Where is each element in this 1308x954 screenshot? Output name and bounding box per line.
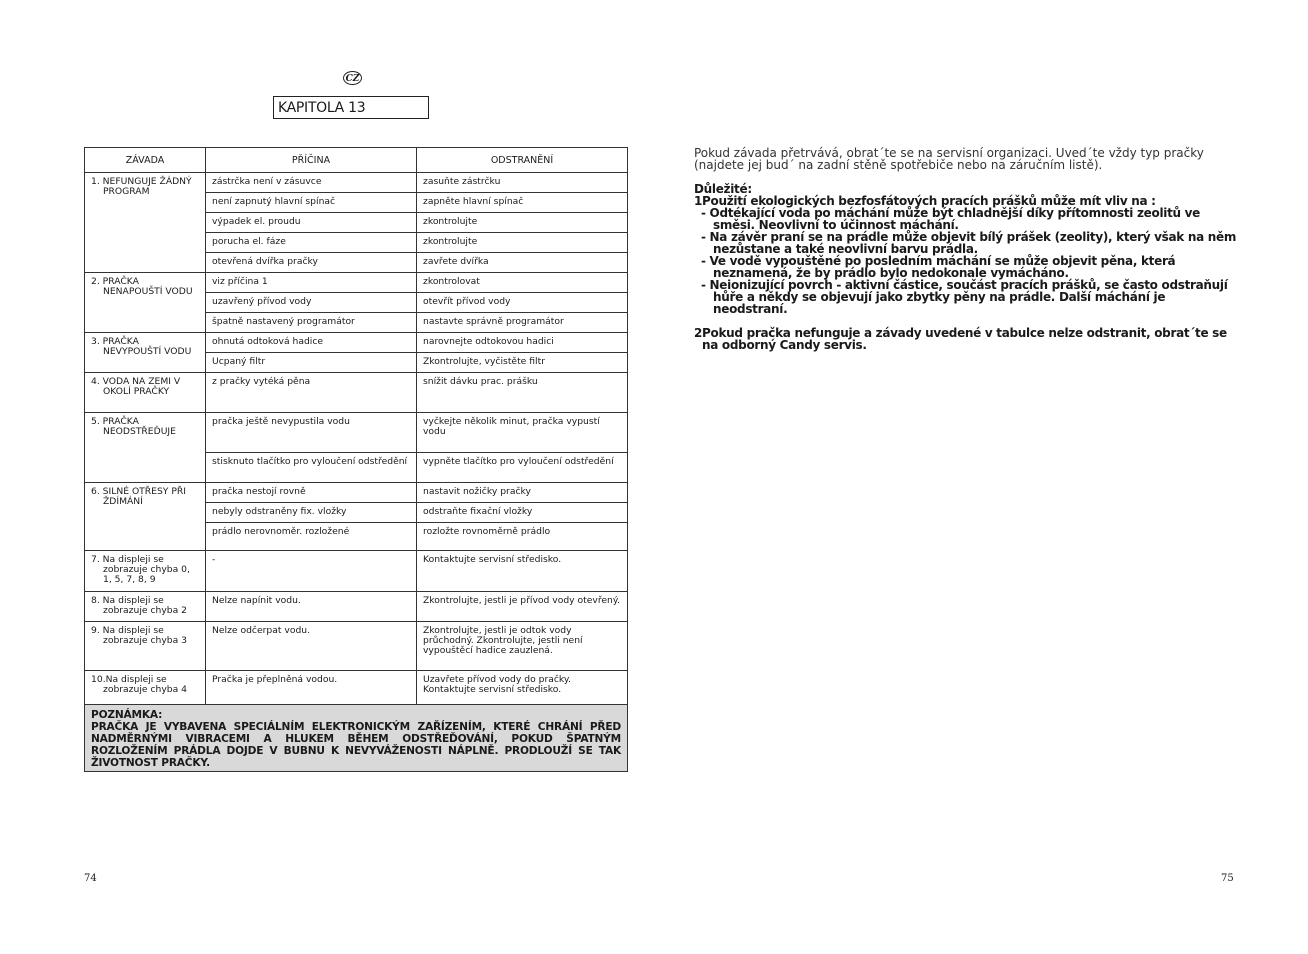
important-title: Důležité: xyxy=(694,182,752,196)
country-logo-cz: CZ xyxy=(343,71,362,85)
fix-cell: vypněte tlačítko pro vyloučení odstředění xyxy=(417,453,628,483)
cause-cell: prádlo nerovnoměr. rozložené xyxy=(206,523,417,551)
fault-cell xyxy=(85,333,206,373)
fix-cell: zkontrolujte xyxy=(417,213,628,233)
item1-point: - Ve vodě vypouštěné po posledním máchání se může objevit pěna, která neznamená, že by prádlo bylo nedokonale vymácháno. xyxy=(701,254,1176,280)
item1-point: - Neionizující povrch - aktivní částice, součást pracích prášků, se často odstraňují hůře a někdy se objevují jako zbytky pěny na prádle. Další máchání je neodstraní. xyxy=(701,278,1228,316)
fault-label: 3. PRAČKA NEVYPOUŠTÍ VODU xyxy=(91,336,192,357)
table-row xyxy=(85,551,628,592)
cause-cell: stisknuto tlačítko pro vyloučení odstředění xyxy=(206,453,417,483)
fix-cell: Zkontrolujte, jestli je přívod vody otevřený. xyxy=(417,592,628,622)
cause-cell: špatně nastavený programátor xyxy=(206,313,417,333)
cause-cell: pračka ještě nevypustila vodu xyxy=(206,413,417,453)
note-cell xyxy=(85,705,628,772)
cause-cell: zástrčka není v zásuvce xyxy=(206,173,417,193)
fix-cell: Zkontrolujte, jestli je odtok vody průchodný. Zkontrolujte, jestli není vypouštěcí hadice zauzlená. xyxy=(417,622,628,671)
cause-cell: uzavřený přívod vody xyxy=(206,293,417,313)
fix-cell: Uzavřete přívod vody do pračky. Kontaktujte servisní středisko. xyxy=(417,671,628,705)
fault-cell xyxy=(85,551,206,592)
table-row xyxy=(85,413,628,453)
cause-cell: nebyly odstraněny fix. vložky xyxy=(206,503,417,523)
table-row xyxy=(85,173,628,193)
item1-title: 1Použití ekologických bezfosfátových pracích prášků může mít vliv na : xyxy=(694,194,1156,208)
table-row xyxy=(85,592,628,622)
header-cause: PŘÍČINA xyxy=(206,148,417,173)
note-row xyxy=(85,705,628,772)
cause-cell: výpadek el. proudu xyxy=(206,213,417,233)
fault-label: 6. SILNÉ OTŘESY PŘI ŽDÍMÁNÍ xyxy=(91,486,186,507)
fault-label: 1. NEFUNGUJE ŽÁDNÝ PROGRAM xyxy=(91,176,192,197)
important-section xyxy=(694,183,1239,351)
table-row xyxy=(85,671,628,705)
table-row xyxy=(85,333,628,353)
table-row xyxy=(85,273,628,293)
fix-cell: nastavit nožičky pračky xyxy=(417,483,628,503)
fix-cell: snížit dávku prac. prášku xyxy=(417,373,628,413)
cause-cell: z pračky vytéká pěna xyxy=(206,373,417,413)
fix-cell: zkontrolovat xyxy=(417,273,628,293)
fix-cell: nastavte správně programátor xyxy=(417,313,628,333)
fault-cell xyxy=(85,373,206,413)
note-title: POZNÁMKA: xyxy=(91,709,163,721)
cause-cell: Nelze napínit vodu. xyxy=(206,592,417,622)
intro-paragraph: Pokud závada přetrvává, obrat´te se na servisní organizaci. Uved´te vždy typ pračky (najdete jej bud´ na zadní stěně spotřebiče nebo na záručním listě). xyxy=(694,146,1204,172)
fix-cell: Zkontrolujte, vyčistěte filtr xyxy=(417,353,628,373)
fault-cell xyxy=(85,173,206,273)
fault-cell xyxy=(85,592,206,622)
cause-cell: Ucpaný filtr xyxy=(206,353,417,373)
page-number-right: 75 xyxy=(1221,873,1234,884)
fix-cell: zasuňte zástrčku xyxy=(417,173,628,193)
fix-cell: zavřete dvířka xyxy=(417,253,628,273)
troubleshooting-table xyxy=(84,147,628,772)
cause-cell: Nelze odčerpat vodu. xyxy=(206,622,417,671)
cause-cell: viz příčina 1 xyxy=(206,273,417,293)
page-number-left: 74 xyxy=(84,873,97,884)
cause-cell: pračka nestojí rovně xyxy=(206,483,417,503)
fault-cell xyxy=(85,671,206,705)
fix-cell: otevřít přívod vody xyxy=(417,293,628,313)
note-text: PRAČKA JE VYBAVENA SPECIÁLNÍM ELEKTRONICKÝM ZAŘÍZENÍM, KTERÉ CHRÁNÍ PŘED NADMĚRNÝMI VIBRACEMI A HLUKEM BĚHEM ODSTŘEĎOVÁNÍ, POKUD ŠPATNÝM ROZLOŽENÍM PRÁDLA DOJDE V BUBNU K NEVYVÁŽENOSTI NÁPLNĚ. PRODLOUŽÍ SE TAK ŽIVOTNOST PRAČKY. xyxy=(91,721,621,769)
table-row xyxy=(85,483,628,503)
cause-cell: - xyxy=(206,551,417,592)
chapter-title: KAPITOLA 13 xyxy=(273,96,429,119)
fix-cell: zkontrolujte xyxy=(417,233,628,253)
item2: 2Pokud pračka nefunguje a závady uvedené v tabulce nelze odstranit, obrat´te se na odborný Candy servis. xyxy=(694,326,1227,352)
cause-cell: není zapnutý hlavní spínač xyxy=(206,193,417,213)
fault-label: 4. VODA NA ZEMI V OKOLÍ PRAČKY xyxy=(91,376,181,397)
header-fault: ZÁVADA xyxy=(85,148,206,173)
fault-cell xyxy=(85,622,206,671)
header-fix: ODSTRANĚNÍ xyxy=(417,148,628,173)
item1-point: - Odtékající voda po máchání může být chladnější díky přítomnosti zeolitů ve směsi. Neovlivní to účinnost máchání. xyxy=(701,206,1200,232)
fix-cell: rozložte rovnoměrně prádlo xyxy=(417,523,628,551)
fix-cell: vyčkejte několik minut, pračka vypustí vodu xyxy=(417,413,628,453)
fault-cell xyxy=(85,483,206,551)
cause-cell: porucha el. fáze xyxy=(206,233,417,253)
fix-cell: zapněte hlavní spínač xyxy=(417,193,628,213)
fault-label: 8. Na displeji se zobrazuje chyba 2 xyxy=(91,595,187,616)
fix-cell: Kontaktujte servisní středisko. xyxy=(417,551,628,592)
fault-label: 10.Na displeji se zobrazuje chyba 4 xyxy=(91,674,187,695)
cause-cell: Pračka je přeplněná vodou. xyxy=(206,671,417,705)
fix-cell: odstraňte fixační vložky xyxy=(417,503,628,523)
right-page-text xyxy=(694,147,1239,351)
fault-cell xyxy=(85,413,206,483)
fault-label: 2. PRAČKA NENAPOUŠTÍ VODU xyxy=(91,276,193,297)
cause-cell: otevřená dvířka pračky xyxy=(206,253,417,273)
fault-cell xyxy=(85,273,206,333)
table-header-row xyxy=(85,148,628,173)
fault-label: 9. Na displeji se zobrazuje chyba 3 xyxy=(91,625,187,646)
fix-cell: narovnejte odtokovou hadici xyxy=(417,333,628,353)
table-row xyxy=(85,373,628,413)
item1-point: - Na závěr praní se na prádle může objevit bílý prášek (zeolity), který však na něm nezůstane a také neovlivní barvu prádla. xyxy=(701,230,1237,256)
fault-label: 5. PRAČKA NEODSTŘEĎUJE xyxy=(91,416,176,437)
table-row xyxy=(85,622,628,671)
fault-label: 7. Na displeji se zobrazuje chyba 0, 1, 5, 7, 8, 9 xyxy=(91,554,190,585)
cause-cell: ohnutá odtoková hadice xyxy=(206,333,417,353)
